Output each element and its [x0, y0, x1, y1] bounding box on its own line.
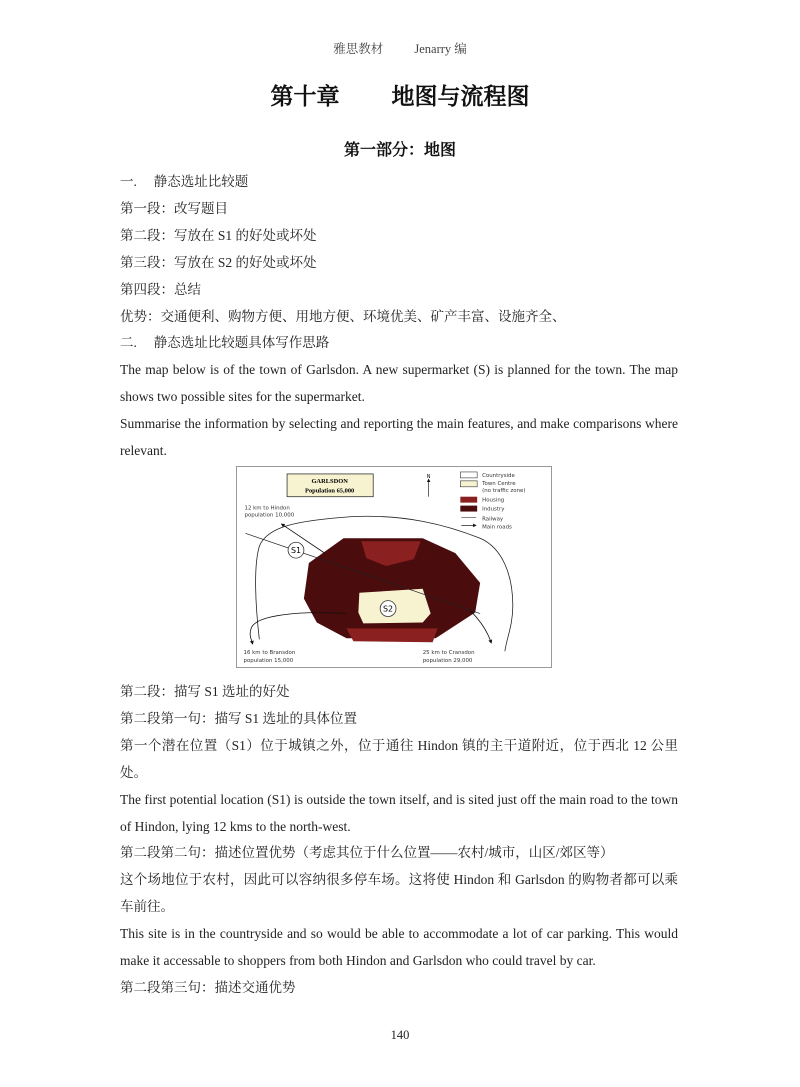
s1-label: S1: [290, 546, 302, 556]
hindon-population: population 10,000: [244, 512, 295, 519]
text-paragraph: This site is in the countryside and so would be able to accommodate a lot of car parking. This would make it accessable to shoppers from both Hindon and Garlsdon who could travel by car.: [120, 926, 678, 968]
legend-no-traffic: (no traffic zone): [482, 487, 526, 494]
text-line: 第二段：写放在 S1 的好处或坏处: [120, 228, 317, 243]
road-cransdon: [470, 611, 491, 643]
text-line: 第二段第一句：描写 S1 选址的具体位置: [120, 711, 358, 726]
text-line: 第四段：总结: [120, 282, 201, 297]
legend-countryside: Countryside: [482, 472, 515, 479]
cransdon-label: 25 km to Cransdon: [422, 650, 475, 657]
hindon-label: 12 km to Hindon: [244, 505, 290, 512]
text-line: 优势：交通便利、购物方便、用地方便、环境优美、矿产丰富、设施齐全、: [120, 309, 566, 324]
header-left: 雅思教材: [333, 42, 384, 56]
legend-railway: Railway: [482, 516, 504, 523]
cransdon-population: population 29,000: [422, 658, 473, 665]
legend-main-roads: Main roads: [482, 524, 512, 531]
garlsdon-map: [236, 466, 552, 668]
bransdon-population: population 15,000: [243, 658, 294, 665]
north-label: N: [426, 473, 431, 480]
text-line: 第二段第三句：描述交通优势: [120, 980, 296, 995]
bransdon-label: 16 km to Bransdon: [243, 650, 296, 657]
legend-town-centre: Town Centre: [482, 480, 516, 487]
legend-industry: Industry: [482, 506, 505, 513]
map-title: GARLSDON: [311, 477, 348, 485]
text-paragraph: 这个场地位于农村，因此可以容纳很多停车场。这将使 Hindon 和 Garlsdon 的购物者都可以乘车前往。: [120, 872, 678, 914]
map-population: Population 65,000: [305, 487, 355, 495]
text-line: 第一段：改写题目: [120, 201, 228, 216]
chapter-name: 地图与流程图: [391, 84, 530, 110]
text-line: 第三段：写放在 S2 的好处或坏处: [120, 255, 317, 270]
page-number: 140: [390, 1028, 410, 1042]
text-line: 第二段：描写 S1 选址的好处: [120, 684, 290, 699]
part-title: 第一部分：地图: [343, 142, 456, 159]
s2-label: S2: [383, 604, 394, 614]
text-line: 一. 静态选址比较题: [120, 174, 249, 189]
text-line: 二. 静态选址比较题具体写作思路: [120, 335, 330, 350]
task-paragraph: Summarise the information by selecting and reporting the main features, and make comparisons where relevant.: [120, 416, 678, 458]
page-header: [0, 39, 800, 57]
text-line: 第二段第二句：描述位置优势（考虑其位于什么位置——农村/城市，山区/郊区等）: [120, 845, 614, 860]
task-paragraph: The map below is of the town of Garlsdon. A new supermarket (S) is planned for the town. The map shows two possible sites for the supermarket.: [120, 362, 678, 404]
housing-south: [346, 628, 437, 642]
text-paragraph: 第一个潜在位置（S1）位于城镇之外，位于通往 Hindon 镇的主干道附近，位于西北 12 公里处。: [120, 738, 678, 780]
header-right: Jenarry 编: [414, 42, 467, 56]
text-paragraph: The first potential location (S1) is outside the town itself, and is sited just off the main road to the town of Hindon, lying 12 kms to the north-west.: [120, 792, 678, 834]
chapter-title: [0, 78, 800, 111]
legend-housing: Housing: [482, 497, 505, 504]
chapter-number: 第十章: [270, 84, 340, 110]
